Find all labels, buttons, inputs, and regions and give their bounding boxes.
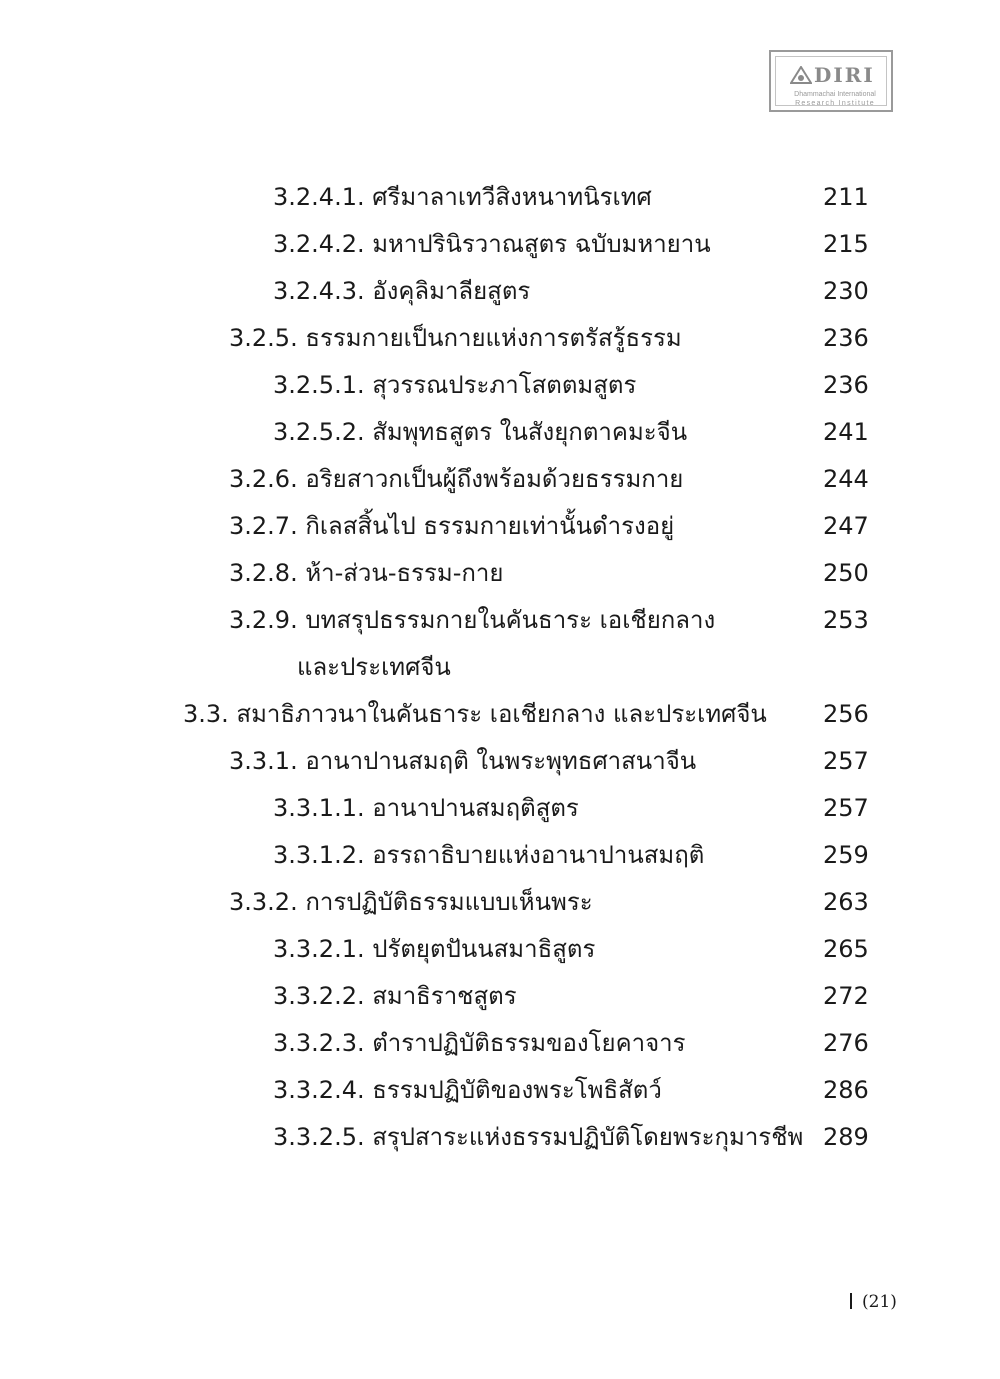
toc-entry-page: 272 [823,982,869,1010]
logo-wordmark: DIRI [814,63,875,87]
toc-entry-title: 3.2.5. ธรรมกายเป็นกายแห่งการตรัสรู้ธรรม [229,324,682,352]
toc-entry-page: 257 [823,794,869,822]
logo-inner-border [775,56,887,106]
toc-entry-title: 3.2.5.1. สุวรรณประภาโสตตมสูตร [273,371,637,399]
toc-entry-title: 3.2.4.1. ศรีมาลาเทวีสิงหนาทนิรเทศ [273,183,652,211]
toc-entry-title: 3.2.8. ห้า-ส่วน-ธรรม-กาย [229,559,504,587]
toc-entry-page: 256 [823,700,869,728]
toc-entry-title: 3.3.1.2. อรรถาธิบายแห่งอานาปานสมฤติ [273,841,705,869]
logo-subtitle-2: Research Institute [795,100,875,107]
toc-entry-page: 247 [823,512,869,540]
toc-entry-title: 3.3.2.4. ธรรมปฏิบัติของพระโพธิสัตว์ [273,1076,662,1104]
toc-entry-title: 3.3.2. การปฏิบัติธรรมแบบเห็นพระ [229,888,593,916]
toc-entry-page: 215 [823,230,869,258]
toc-entry-page: 263 [823,888,869,916]
toc-entry-title: 3.2.5.2. สัมพุทธสูตร ในสังยุกตาคมะจีน [273,418,688,446]
toc-entry-title: 3.3.1.1. อานาปานสมฤติสูตร [273,794,579,822]
toc-entry-title: 3.3.2.3. ตำราปฏิบัติธรรมของโยคาจาร [273,1029,686,1057]
toc-entry-title: 3.2.4.2. มหาปรินิรวาณสูตร ฉบับมหายาน [273,230,711,258]
toc-entry-continuation: และประเทศจีน [297,653,451,681]
toc-entry-page: 286 [823,1076,869,1104]
toc-entry-title: 3.2.6. อริยสาวกเป็นผู้ถึงพร้อมด้วยธรรมกาย [229,465,684,493]
toc-entry-page: 211 [823,183,869,211]
diri-emblem-icon [790,66,812,84]
page-number: (21) [862,1292,897,1312]
toc-entry-page: 241 [823,418,869,446]
toc-entry-title: 3.3.2.1. ปรัตยุตปันนสมาธิสูตร [273,935,596,963]
toc-entry-page: 230 [823,277,869,305]
toc-entry-page: 250 [823,559,869,587]
toc-entry-title: 3.3.1. อานาปานสมฤติ ในพระพุทธศาสนาจีน [229,747,697,775]
toc-entry-page: 244 [823,465,869,493]
diri-logo [769,50,893,112]
footer-divider [850,1293,852,1309]
toc-entry-page: 253 [823,606,869,634]
toc-entry-page: 236 [823,324,869,352]
toc-entry-page: 236 [823,371,869,399]
toc-entry-title: 3.2.4.3. อังคุลิมาลียสูตร [273,277,531,305]
toc-entry-page: 257 [823,747,869,775]
page-footer [850,1292,897,1312]
toc-entry-title: 3.2.9. บทสรุปธรรมกายในคันธาระ เอเชียกลาง [229,606,716,634]
toc-entry-page: 289 [823,1123,869,1151]
toc-entry-title: 3.3.2.5. สรุปสาระแห่งธรรมปฏิบัติโดยพระกุมารชีพ [273,1123,804,1151]
toc-entry-title: 3.2.7. กิเลสสิ้นไป ธรรมกายเท่านั้นดำรงอยู่ [229,512,675,540]
logo-subtitle-1: Dhammachai International [794,91,876,98]
toc-entry-page: 265 [823,935,869,963]
toc-entry-page: 276 [823,1029,869,1057]
toc-entry-title: 3.3.2.2. สมาธิราชสูตร [273,982,517,1010]
toc-section-title: 3.3. สมาธิภาวนาในคันธาระ เอเชียกลาง และประเทศจีน [183,700,767,728]
toc-entry-page: 259 [823,841,869,869]
